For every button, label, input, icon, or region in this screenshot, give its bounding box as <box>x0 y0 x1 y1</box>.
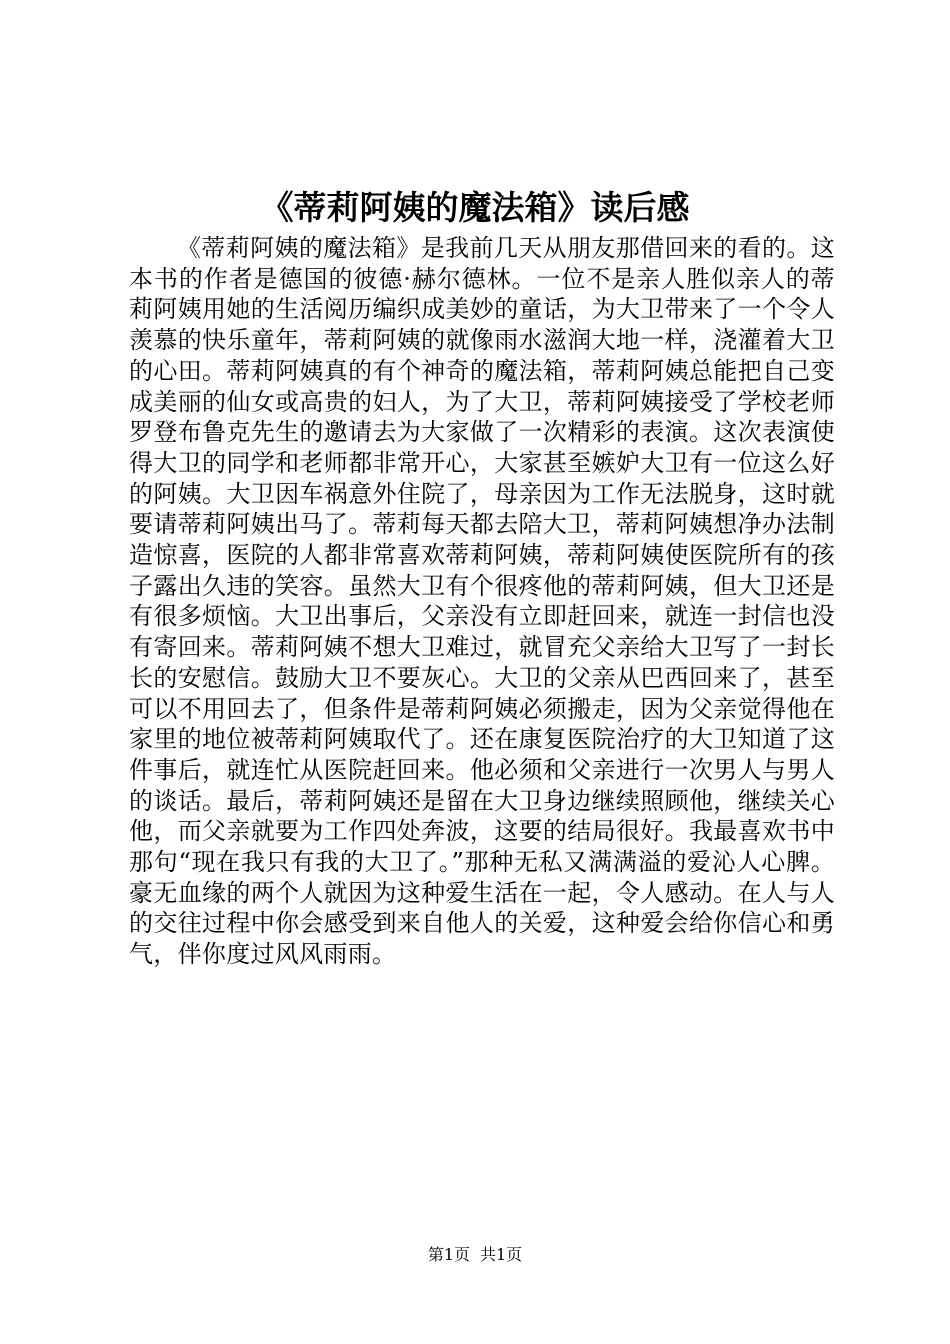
page-total: 共1页 <box>480 1245 523 1264</box>
page-footer <box>0 1243 950 1267</box>
body-paragraph: 《蒂莉阿姨的魔法箱》是我前几天从朋友那借回来的看的。这本书的作者是德国的彼德·赫尔德林。一位不是亲人胜似亲人的蒂莉阿姨用她的生活阅历编织成美妙的童话，为大卫带来了一个令人羡慕的快乐童年，蒂莉阿姨的就像雨水滋润大地一样，浇灌着大卫的心田。蒂莉阿姨真的有个神奇的魔法箱，蒂莉阿姨总能把自己变成美丽的仙女或高贵的妇人，为了大卫，蒂莉阿姨接受了学校老师罗登布鲁克先生的邀请去为大家做了一次精彩的表演。这次表演使得大卫的同学和老师都非常开心，大家甚至嫉妒大卫有一位这么好的阿姨。大卫因车祸意外住院了，母亲因为工作无法脱身，这时就要请蒂莉阿姨出马了。蒂莉每天都去陪大卫，蒂莉阿姨想净办法制造惊喜，医院的人都非常喜欢蒂莉阿姨，蒂莉阿姨使医院所有的孩子露出久违的笑容。虽然大卫有个很疼他的蒂莉阿姨，但大卫还是有很多烦恼。大卫出事后，父亲没有立即赶回来，就连一封信也没有寄回来。蒂莉阿姨不想大卫难过，就冒充父亲给大卫写了一封长长的安慰信。鼓励大卫不要灰心。大卫的父亲从巴西回来了，甚至可以不用回去了，但条件是蒂莉阿姨必须搬走，因为父亲觉得他在家里的地位被蒂莉阿姨取代了。还在康复医院治疗的大卫知道了这件事后，就连忙从医院赶回来。他必须和父亲进行一次男人与男人的谈话。最后，蒂莉阿姨还是留在大卫身边继续照顾他，继续关心他，而父亲就要为工作四处奔波，这要的结局很好。我最喜欢书中那句“现在我只有我的大卫了。”那种无私又满满溢的爱沁人心脾。豪无血缘的两个人就因为这种爱生活在一起，令人感动。在人与人的交往过程中你会感受到来自他人的关爱，这种爱会给你信心和勇气，伴你度过风风雨雨。 <box>129 234 835 969</box>
page-number: 第1页 <box>427 1245 470 1264</box>
document-title: 《蒂莉阿姨的魔法箱》读后感 <box>260 188 690 227</box>
